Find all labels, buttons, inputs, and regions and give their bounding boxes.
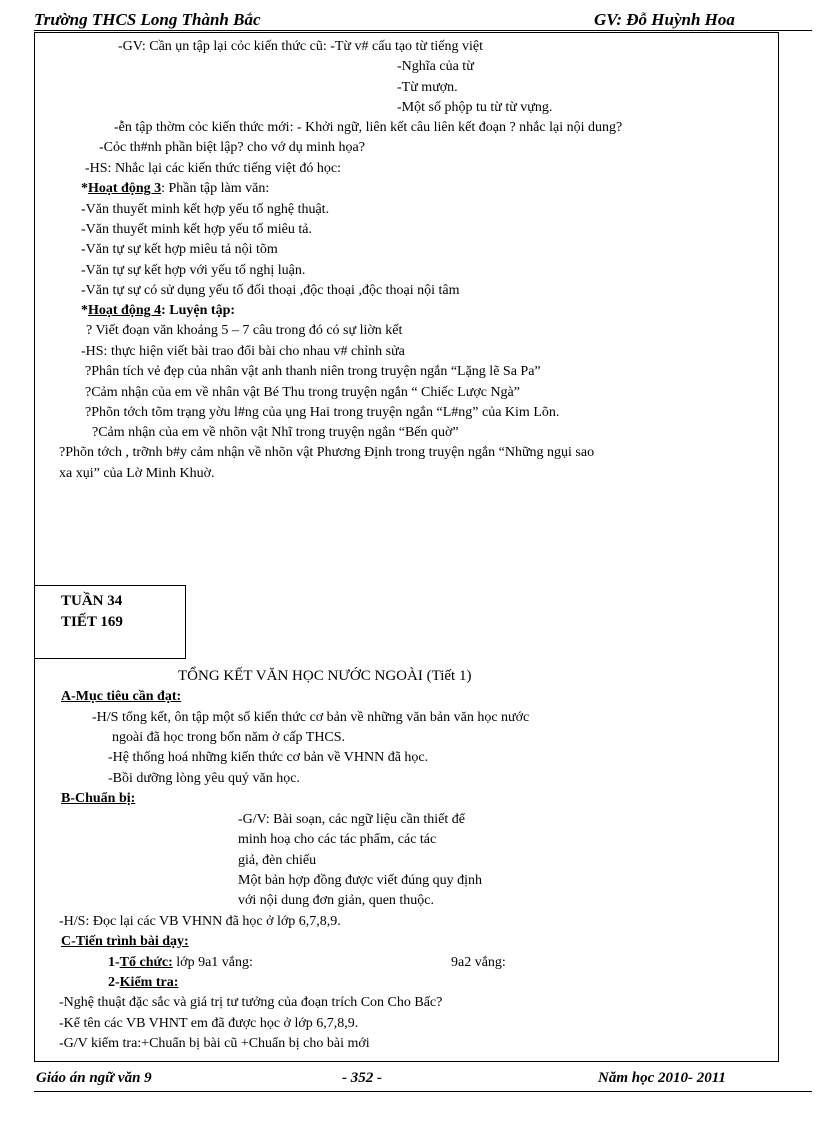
text-line: ? Viết đoạn văn khoảng 5 – 7 câu trong đó có sự liờn kết: [86, 323, 403, 338]
page-number: - 352 -: [342, 1070, 382, 1086]
period-label: TIẾT 169: [61, 614, 123, 630]
header-rule: [34, 30, 812, 31]
school-name: Trường THCS Long Thành Bắc: [34, 10, 261, 29]
text-line: -Nghĩa của từ: [397, 59, 474, 74]
text-line: -G/V: Bài soạn, các ngữ liệu cần thiết để: [238, 812, 465, 827]
teacher-name: GV: Đỗ Huỳnh Hoa: [594, 10, 735, 29]
text-line: -Văn tự sự có sử dụng yếu tố đối thoại ,độc thoại ,độc thoại nội tâm: [81, 283, 460, 298]
text-line: -G/V kiểm tra:+Chuẩn bị bài cũ +Chuẩn bị cho bài mới: [59, 1036, 370, 1051]
text-line: -Nghệ thuật đặc sắc và giá trị tư tưởng của đoạn trích Con Cho Bấc?: [59, 995, 443, 1010]
text-line: ?Phân tích vẻ đẹp của nhân vật anh thanh niên trong truyện ngắn “Lặng lẽ Sa Pa”: [85, 364, 541, 379]
week-period-box: [34, 585, 186, 659]
text-line: -Một số phộp tu từ từ vựng.: [397, 100, 553, 115]
footer-rule: [34, 1091, 812, 1092]
text-line: ?Phõn tớch , trỡnh b#y cảm nhận về nhõn vật Phương Định trong truyện ngắn “Những ngụi sao: [59, 445, 595, 460]
text-line: -Văn tự sự kết hợp với yếu tố nghị luận.: [81, 263, 306, 278]
section-b-heading: B-Chuẩn bị:: [61, 791, 136, 806]
text-line: minh hoạ cho các tác phẩm, các tác: [238, 832, 437, 847]
text-line: -Từ mượn.: [397, 80, 458, 95]
text-line: xa xụi” của Lờ Minh Khuờ.: [59, 466, 215, 481]
section-c-heading: C-Tiến trình bài dạy:: [61, 934, 189, 949]
text-line: ?Cảm nhận của em về nhân vật Bé Thu trong truyện ngắn “ Chiếc Lược Ngà”: [85, 385, 520, 400]
text-line: ngoài đã học trong bốn năm ở cấp THCS.: [112, 730, 346, 745]
footer-left: Giáo án ngữ văn 9: [36, 1070, 152, 1086]
text-line: -ễn tập thờm cỏc kiến thức mới: - Khởi ngữ, liên kết câu liên kết đoạn ? nhắc lại nội dung?: [114, 120, 623, 135]
footer-right: Năm học 2010- 2011: [598, 1070, 726, 1086]
lesson-title: TỔNG KẾT VĂN HỌC NƯỚC NGOÀI (Tiết 1): [178, 668, 472, 684]
text-line: -HS: thực hiện viết bài trao đổi bài cho nhau v# chỉnh sửa: [81, 344, 405, 359]
text-line: -GV: Cần ụn tập lại cỏc kiến thức cũ: -Từ v# cấu tạo từ tiếng việt: [118, 39, 484, 54]
section-a-heading: A-Mục tiêu cần đạt:: [61, 689, 182, 704]
organization-line: 1-Tổ chức: lớp 9a1 vắng:: [108, 955, 253, 970]
text-line: -Văn thuyết minh kết hợp yếu tố nghệ thuật.: [81, 202, 330, 217]
text-line: -HS: Nhắc lại các kiến thức tiếng việt đó học:: [85, 161, 342, 176]
text-line: -H/S: Đọc lại các VB VHNN đã học ở lớp 6,7,8,9.: [59, 914, 341, 929]
week-label: TUẦN 34: [61, 593, 123, 609]
text-line: Một bản hợp đồng được viết đúng quy định: [238, 873, 483, 888]
text-line: -Hệ thống hoá những kiến thức cơ bản về VHNN đã học.: [108, 750, 429, 765]
text-line: ?Phõn tớch tõm trạng yờu l#ng của ụng Hai trong truyện ngắn “L#ng” của Kim Lõn.: [85, 405, 560, 420]
organization-second-class: 9a2 vắng:: [451, 955, 506, 970]
text-line: -Văn thuyết minh kết hợp yếu tố miêu tả.: [81, 222, 312, 237]
text-line: -H/S tổng kết, ôn tập một số kiến thức cơ bản về những văn bản văn học nước: [92, 710, 530, 725]
text-line: -Văn tự sự kết hợp miêu tả nội tõm: [81, 242, 278, 257]
activity-4-heading: *Hoạt động 4: Luyện tập:: [81, 303, 236, 318]
text-line: với nội dung đơn giản, quen thuộc.: [238, 893, 435, 908]
text-line: giả, đèn chiếu: [238, 853, 317, 868]
text-line: ?Cảm nhận của em về nhõn vật Nhĩ trong truyện ngắn “Bến quờ”: [92, 425, 459, 440]
text-line: -Cỏc th#nh phần biệt lập? cho vớ dụ minh họa?: [99, 140, 365, 155]
text-line: -Kể tên các VB VHNT em đã được học ở lớp 6,7,8,9.: [59, 1016, 359, 1031]
text-line: -Bồi dưỡng lòng yêu quý văn học.: [108, 771, 300, 786]
activity-3-heading: *Hoạt động 3: Phần tập làm văn:: [81, 181, 270, 196]
check-line: 2-Kiểm tra:: [108, 975, 179, 990]
